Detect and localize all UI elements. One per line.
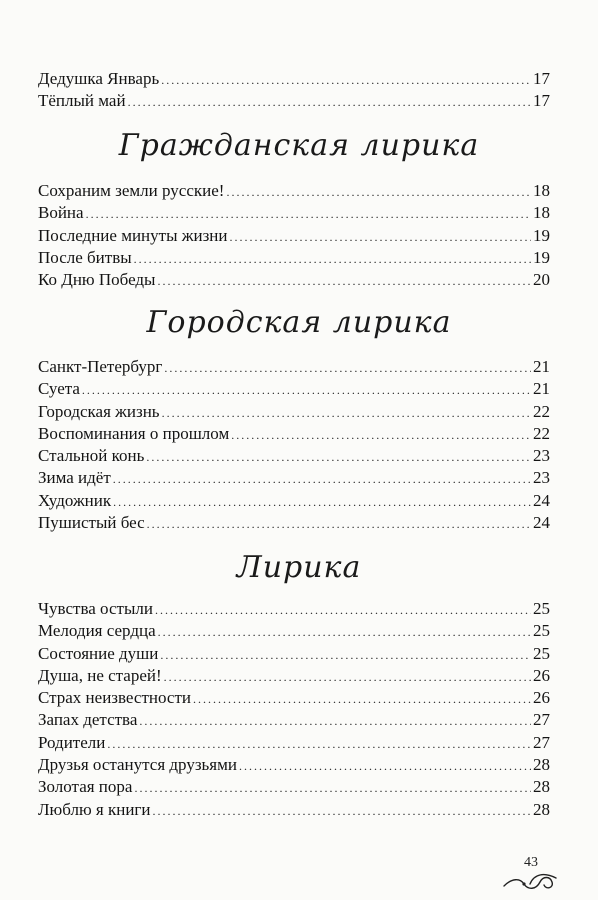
toc-entry-page: 23 [533,468,550,488]
toc-entry [38,445,550,467]
toc-entry-page: 24 [533,513,550,533]
toc-entry-page: 25 [533,621,550,641]
page-number: 43 [524,855,538,870]
toc-entry [38,225,550,247]
toc-entry-title: Люблю я книги [38,799,151,819]
toc-entry-title: Запах детства [38,710,138,730]
leader-dots [231,424,531,446]
leader-dots [164,666,531,688]
toc-entry-page: 25 [533,599,550,618]
toc-entry-page: 25 [533,643,550,663]
toc-entry-title: Золотая пора [38,777,133,797]
toc-entry [38,776,550,798]
leader-dots [160,644,531,666]
leader-dots [146,446,531,468]
toc-entry-page: 27 [533,732,550,752]
toc-entry [38,687,550,709]
toc-entry-page: 21 [533,379,550,399]
leader-dots [134,248,531,270]
toc-entry-title: Война [38,203,84,223]
toc-entry-title: Тёплый май [38,91,126,111]
toc-entry-title: Стальной конь [38,446,145,466]
toc-entry-title: Страх неизвестности [38,688,191,708]
toc-list-civic [38,180,550,291]
toc-entry-title: Художник [38,490,112,510]
section-heading: Гражданская лирика [118,128,480,163]
leader-dots [226,181,531,203]
toc-entry [38,378,550,400]
toc-entry-page: 17 [533,69,550,88]
toc-entry [38,467,550,489]
toc-entry [38,68,550,90]
toc-entry-page: 17 [533,91,550,111]
toc-entry [38,620,550,642]
leader-dots [239,755,531,777]
toc-entry-page: 28 [533,777,550,797]
section-heading: Лирика [236,550,362,585]
toc-entry [38,356,550,378]
toc-entry [38,490,550,512]
toc-entry [38,665,550,687]
toc-entry-title: Воспоминания о прошлом [38,423,230,443]
toc-entry-title: Зима идёт [38,468,111,488]
toc-entry [38,799,550,821]
toc-entry-title: Ко Дню Победы [38,270,156,290]
leader-dots [134,777,531,799]
toc-list-lyrics [38,598,550,821]
toc-entry [38,401,550,423]
toc-entry-page: 20 [533,270,550,290]
toc-entry-page: 23 [533,446,550,466]
toc-entry [38,90,550,112]
toc-entry-title: Состояние души [38,643,159,663]
toc-entry-title: Санкт-Петербург [38,357,163,376]
section-heading: Городская лирика [146,305,452,340]
toc-entry-title: После битвы [38,247,132,267]
toc-entry [38,180,550,202]
toc-entry-page: 18 [533,181,550,200]
leader-dots [152,800,531,822]
toc-list-city [38,356,550,534]
toc-entry-title: Чувства остыли [38,599,153,618]
toc-list-intro [38,68,550,113]
toc-entry [38,247,550,269]
toc-entry [38,598,550,620]
leader-dots [193,688,531,710]
toc-entry-page: 22 [533,401,550,421]
leader-dots [158,621,531,643]
toc-entry-page: 26 [533,665,550,685]
leader-dots [155,599,531,621]
leader-dots [147,513,531,535]
toc-entry [38,202,550,224]
toc-entry-page: 18 [533,203,550,223]
toc-entry [38,423,550,445]
toc-entry-page: 28 [533,755,550,775]
toc-entry [38,732,550,754]
flourish-ornament-icon [500,868,560,896]
toc-entry-title: Родители [38,732,106,752]
leader-dots [230,226,532,248]
leader-dots [113,468,531,490]
toc-entry-page: 26 [533,688,550,708]
toc-entry-title: Душа, не старей! [38,665,162,685]
toc-entry-page: 22 [533,423,550,443]
leader-dots [82,379,531,401]
toc-entry-title: Сохраним земли русские! [38,181,225,200]
leader-dots [139,710,531,732]
toc-entry [38,269,550,291]
toc-entry-title: Друзья останутся друзьями [38,755,237,775]
toc-entry-title: Мелодия сердца [38,621,156,641]
toc-entry-page: 27 [533,710,550,730]
toc-entry-title: Дедушка Январь [38,69,160,88]
toc-entry-page: 28 [533,799,550,819]
toc-entry-page: 24 [533,490,550,510]
toc-entry-page: 19 [533,225,550,245]
leader-dots [157,270,531,292]
toc-entry-title: Пушистый бес [38,513,145,533]
leader-dots [107,733,531,755]
toc-entry-title: Суета [38,379,80,399]
toc-entry [38,643,550,665]
toc-entry-page: 21 [533,357,550,376]
leader-dots [113,491,531,513]
leader-dots [128,91,531,113]
toc-entry-title: Последние минуты жизни [38,225,228,245]
toc-entry [38,754,550,776]
toc-entry [38,512,550,534]
leader-dots [162,402,531,424]
toc-entry [38,709,550,731]
leader-dots [161,69,531,91]
toc-entry-page: 19 [533,247,550,267]
leader-dots [164,357,531,379]
toc-entry-title: Городская жизнь [38,401,160,421]
leader-dots [86,203,531,225]
